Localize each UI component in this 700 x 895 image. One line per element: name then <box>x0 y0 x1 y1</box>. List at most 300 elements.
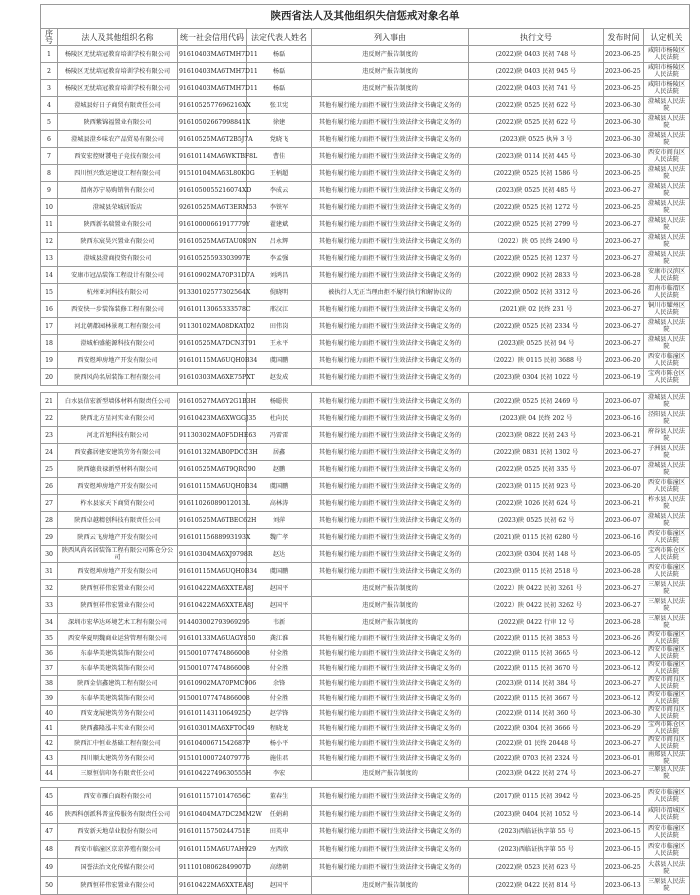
name-cell: 陕西风尚名居装饰工程有限公司陈仓分公司 <box>58 546 178 563</box>
name-cell: 东泰华美建筑装饰有限公司 <box>58 646 178 661</box>
reason-cell: 其他有履行能力而拒不履行生效法律文书确定义务的 <box>312 631 469 646</box>
credit-code-cell: 91610423MA6XWGGJ35 <box>178 410 247 427</box>
legal-rep-cell: 程晓龙 <box>247 721 312 736</box>
doc-number-cell: (2022)陕 0525 民初 2799 号 <box>469 216 604 233</box>
table-row <box>41 250 690 267</box>
doc-number-cell: （2022）陕 0422 民初 3261 号 <box>469 580 604 597</box>
legal-rep-cell: 高绪朝 <box>247 859 312 877</box>
reason-cell: 违反财产报告制度的 <box>312 46 469 63</box>
doc-number-cell: (2022)陕 0525 民初 622 号 <box>469 97 604 114</box>
authority-cell: 安康市汉滨区人民法院 <box>644 267 690 284</box>
credit-code-cell: 91611026089012013L <box>178 495 247 512</box>
name-cell: 西安宏控财饕电子竞技有限公司 <box>58 148 178 165</box>
authority-cell: 子洲县人民法院 <box>644 444 690 461</box>
publish-date-cell: 2023-06-19 <box>604 369 644 386</box>
publish-date-cell: 2023-06-16 <box>604 529 644 546</box>
table-row <box>41 841 690 859</box>
seq-cell: 31 <box>41 563 58 580</box>
authority-cell: 西安市临潼区人民法院 <box>644 478 690 495</box>
authority-cell: 渭南市临渭区人民法院 <box>644 284 690 301</box>
table-row <box>41 706 690 721</box>
table-row <box>41 676 690 691</box>
legal-rep-cell: 虞国鹏 <box>247 478 312 495</box>
credit-code-cell: 91610115MA6UQH0B34 <box>178 563 247 580</box>
legal-rep-cell: 付全胜 <box>247 691 312 706</box>
seq-cell: 27 <box>41 495 58 512</box>
legal-rep-cell: 吕永辉 <box>247 233 312 250</box>
authority-cell: 咸阳市杨陵区人民法院 <box>644 63 690 80</box>
seq-cell: 10 <box>41 199 58 216</box>
name-cell: 西安鑫居建安建筑劳务有限公司 <box>58 444 178 461</box>
seq-cell: 21 <box>41 393 58 410</box>
reason-cell: 其他有履行能力而拒不履行生效法律文书确定义务的 <box>312 805 469 823</box>
reason-cell: 违反财产报告制度的 <box>312 597 469 614</box>
name-cell: 杨陵区无忧培冠教育培训学校有限公司 <box>58 46 178 63</box>
publish-date-cell: 2023-06-30 <box>604 97 644 114</box>
seq-cell: 37 <box>41 661 58 676</box>
name-cell: 陕西科创派科普宣传服务有限责任公司 <box>58 805 178 823</box>
credit-code-cell: 91610113065333578C <box>178 301 247 318</box>
col-header-doc-number: 执行文号 <box>469 29 604 46</box>
seq-cell: 26 <box>41 478 58 495</box>
authority-cell: 西安市临潼区人民法院 <box>644 788 690 806</box>
reason-cell: 其他有履行能力而拒不履行生效法律文书确定义务的 <box>312 512 469 529</box>
doc-number-cell: (2022)陕 0525 民初 2334 号 <box>469 318 604 335</box>
publish-date-cell: 2023-06-27 <box>604 736 644 751</box>
credit-code-cell: 91610525MA6T9QRC90 <box>178 461 247 478</box>
seq-cell: 29 <box>41 529 58 546</box>
legal-rep-cell: 余锋 <box>247 676 312 691</box>
authority-cell: 宝鸡市陈仓区人民法院 <box>644 546 690 563</box>
publish-date-cell: 2023-06-27 <box>604 216 644 233</box>
credit-code-cell: 91610902MA70P31D7A <box>178 267 247 284</box>
reason-cell: 其他有履行能力而拒不履行生效法律文书确定义务的 <box>312 165 469 182</box>
legal-rep-cell: 杜向民 <box>247 410 312 427</box>
credit-code-cell: 915001077474866008 <box>178 691 247 706</box>
authority-cell: 澄城县人民法院 <box>644 393 690 410</box>
table-row <box>41 563 690 580</box>
reason-cell: 其他有履行能力而拒不履行生效法律文书确定义务的 <box>312 182 469 199</box>
credit-code-cell: 91610902MA70PMC906 <box>178 676 247 691</box>
authority-cell: 西安市临潼区人民法院 <box>644 841 690 859</box>
legal-rep-cell: 付全胜 <box>247 661 312 676</box>
name-cell: 陕西鑫隆泓丰实业有限公司 <box>58 721 178 736</box>
credit-code-cell: 91130302MA0F5DHE63 <box>178 427 247 444</box>
name-cell: 陕西新名瑞置业有限公司 <box>58 216 178 233</box>
credit-code-cell: 9161050055216074XD <box>178 182 247 199</box>
publish-date-cell: 2023-06-13 <box>604 876 644 894</box>
doc-number-cell: (2021)陕 02 民终 231 号 <box>469 301 604 318</box>
reason-cell: 其他有履行能力而拒不履行生效法律文书确定义务的 <box>312 461 469 478</box>
publish-date-cell: 2023-06-26 <box>604 631 644 646</box>
legal-rep-cell: 刘萍 <box>247 512 312 529</box>
table-row <box>41 427 690 444</box>
table-row <box>41 335 690 352</box>
doc-number-cell: (2022)陕 0422 行审 12 号 <box>469 614 604 631</box>
seq-cell: 7 <box>41 148 58 165</box>
reason-cell: 其他有履行能力而拒不履行生效法律文书确定义务的 <box>312 706 469 721</box>
legal-rep-cell: 赵国平 <box>247 876 312 894</box>
name-cell: 陕西恒祥伟宏置业有限公司 <box>58 876 178 894</box>
credit-code-cell: 91610502667998841X <box>178 114 247 131</box>
reason-cell: 其他有履行能力而拒不履行生效法律文书确定义务的 <box>312 691 469 706</box>
doc-number-cell: (2022)陕 0525 民初 622 号 <box>469 114 604 131</box>
name-cell: 陕西恒祥伟宏置业有限公司 <box>58 580 178 597</box>
doc-number-cell: (2022)陕 0525 民初 2469 号 <box>469 393 604 410</box>
header-row <box>41 29 690 46</box>
credit-code-cell: 91610115MA6UQH0B34 <box>178 478 247 495</box>
table-row <box>41 46 690 63</box>
doc-number-cell: (2023)陕 04 民终 202 号 <box>469 410 604 427</box>
authority-cell: 澄城县人民法院 <box>644 216 690 233</box>
doc-number-cell: (2023)陕 0404 民初 1052 号 <box>469 805 604 823</box>
legal-rep-cell: 杨小平 <box>247 736 312 751</box>
authority-cell: 三原县人民法院 <box>644 580 690 597</box>
seq-cell: 24 <box>41 444 58 461</box>
seq-cell: 47 <box>41 823 58 841</box>
seq-cell: 13 <box>41 250 58 267</box>
table-row <box>41 165 690 182</box>
reason-cell: 其他有履行能力而拒不履行生效法律文书确定义务的 <box>312 369 469 386</box>
publish-date-cell: 2023-06-07 <box>604 393 644 410</box>
seq-cell: 42 <box>41 736 58 751</box>
document-title: 陕西省法人及其他组织失信惩戒对象名单 <box>41 5 690 29</box>
name-cell: 陕西北方星河实业有限公司 <box>58 410 178 427</box>
doc-number-cell: (2023)陕 0525 民初 485 号 <box>469 182 604 199</box>
doc-number-cell: (2022)陕 0525 民初 1272 号 <box>469 199 604 216</box>
table-row <box>41 580 690 597</box>
authority-cell: 西安市阎良区人民法院 <box>644 706 690 721</box>
legal-rep-cell: 赵学锋 <box>247 706 312 721</box>
table-row <box>41 410 690 427</box>
seq-cell: 46 <box>41 805 58 823</box>
name-cell: 澄城县好日子商贸有限责任公司 <box>58 97 178 114</box>
credit-code-cell: 915001077474866008 <box>178 661 247 676</box>
seq-cell: 35 <box>41 631 58 646</box>
legal-rep-cell: 李成云 <box>247 182 312 199</box>
table-row <box>41 495 690 512</box>
doc-number-cell: (2022)陕 0115 民初 3667 号 <box>469 691 604 706</box>
credit-code-cell: 914403002793969295 <box>178 614 247 631</box>
name-cell: 河北首旭科技有限公司 <box>58 427 178 444</box>
publish-date-cell: 2023-06-27 <box>604 182 644 199</box>
reason-cell: 其他有履行能力而拒不履行生效法律文书确定义务的 <box>312 393 469 410</box>
seq-cell: 38 <box>41 676 58 691</box>
doc-number-cell: (2022)陕 0525 民初 335 号 <box>469 461 604 478</box>
authority-cell: 三原县人民法院 <box>644 597 690 614</box>
name-cell: 国誉法治文化传媒有限公司 <box>58 859 178 877</box>
credit-code-cell: 91610115MA6U7AH929 <box>178 841 247 859</box>
credit-code-cell: 91610527MA6Y2G1B3H <box>178 393 247 410</box>
col-header-seq: 序号 <box>41 29 58 46</box>
page-break <box>41 386 690 393</box>
authority-cell: 咸阳市杨陵区人民法院 <box>644 80 690 97</box>
credit-code-cell: 91610525MA6TAU0K9N <box>178 233 247 250</box>
publish-date-cell: 2023-06-27 <box>604 335 644 352</box>
table-row <box>41 318 690 335</box>
doc-number-cell: (2023)陕 0115 民初 923 号 <box>469 478 604 495</box>
doc-number-cell: (2022)陕 0502 民初 3312 号 <box>469 284 604 301</box>
credit-code-cell: 91610403MA6TMH7D11 <box>178 80 247 97</box>
table-row <box>41 199 690 216</box>
reason-cell: 其他有履行能力而拒不履行生效法律文书确定义务的 <box>312 646 469 661</box>
name-cell: 陕西金信鑫建筑工程有限公司 <box>58 676 178 691</box>
reason-cell: 其他有履行能力而拒不履行生效法律文书确定义务的 <box>312 131 469 148</box>
col-header-name: 法人及其他组织名称 <box>58 29 178 46</box>
credit-code-cell: 91610303MA6XE75PXT <box>178 369 247 386</box>
credit-code-cell: 91110108062849907D <box>178 859 247 877</box>
doc-number-cell: (2022)陕 0115 民初 3665 号 <box>469 646 604 661</box>
publish-date-cell: 2023-06-30 <box>604 131 644 148</box>
seq-cell: 11 <box>41 216 58 233</box>
name-cell: 陕西东宸昊兴置业有限公司 <box>58 233 178 250</box>
legal-rep-cell: 田英申 <box>247 823 312 841</box>
authority-cell: 澄城县人民法院 <box>644 199 690 216</box>
reason-cell: 其他有履行能力而拒不履行生效法律文书确定义务的 <box>312 250 469 267</box>
seq-cell: 22 <box>41 410 58 427</box>
table-row <box>41 393 690 410</box>
seq-cell: 44 <box>41 766 58 781</box>
seq-cell: 4 <box>41 97 58 114</box>
reason-cell: 其他有履行能力而拒不履行生效法律文书确定义务的 <box>312 721 469 736</box>
doc-number-cell: (2022)陕 0403 民初 741 号 <box>469 80 604 97</box>
name-cell: 安康市冠品装饰工程设计有限公司 <box>58 267 178 284</box>
table-row <box>41 369 690 386</box>
reason-cell: 其他有履行能力而拒不履行生效法律文书确定义务的 <box>312 661 469 676</box>
seq-cell: 25 <box>41 461 58 478</box>
legal-rep-cell: 冯雷雷 <box>247 427 312 444</box>
doc-number-cell: (2023)陕 0525 民初 62 号 <box>469 512 604 529</box>
name-cell: 陕西风尚名居装饰工程有限公司 <box>58 369 178 386</box>
name-cell: 陕西云飞房地产开发有限公司 <box>58 529 178 546</box>
table-row <box>41 859 690 877</box>
publish-date-cell: 2023-06-27 <box>604 233 644 250</box>
legal-rep-cell: 赵国平 <box>247 580 312 597</box>
reason-cell: 其他有履行能力而拒不履行生效法律文书确定义务的 <box>312 478 469 495</box>
legal-rep-cell: 刘鸿昌 <box>247 267 312 284</box>
table-row <box>41 736 690 751</box>
table-row <box>41 823 690 841</box>
publish-date-cell: 2023-06-07 <box>604 512 644 529</box>
table-row <box>41 788 690 806</box>
legal-rep-cell: 董春生 <box>247 788 312 806</box>
table-row <box>41 597 690 614</box>
authority-cell: 西安市临潼区人民法院 <box>644 646 690 661</box>
reason-cell: 其他有履行能力而拒不履行生效法律文书确定义务的 <box>312 529 469 546</box>
publish-date-cell: 2023-06-14 <box>604 805 644 823</box>
reason-cell: 其他有履行能力而拒不履行生效法律文书确定义务的 <box>312 318 469 335</box>
legal-rep-cell: 居鑫 <box>247 444 312 461</box>
credit-code-cell: 91610525MA6T2B5J7A <box>178 131 247 148</box>
seq-cell: 16 <box>41 301 58 318</box>
publish-date-cell: 2023-06-30 <box>604 706 644 721</box>
credit-code-cell: 91610404MA7DC2MM2W <box>178 805 247 823</box>
doc-number-cell: (2022)陕 0114 民初 360 号 <box>469 706 604 721</box>
seq-cell: 50 <box>41 876 58 894</box>
publish-date-cell: 2023-06-25 <box>604 788 644 806</box>
name-cell: 陕西紫锦福置业有限公司 <box>58 114 178 131</box>
legal-rep-cell: 李宏 <box>247 766 312 781</box>
reason-cell: 其他有履行能力而拒不履行生效法律文书确定义务的 <box>312 410 469 427</box>
table-row <box>41 529 690 546</box>
legal-rep-cell: 虞国鹏 <box>247 563 312 580</box>
seq-cell: 48 <box>41 841 58 859</box>
reason-cell: 违反财产报告制度的 <box>312 876 469 894</box>
publish-date-cell: 2023-06-27 <box>604 250 644 267</box>
name-cell: 河北朝都园林景观工程有限公司 <box>58 318 178 335</box>
name-cell: 澄城柏盛能源科技有限公司 <box>58 335 178 352</box>
legal-rep-cell: 付全胜 <box>247 646 312 661</box>
authority-cell: 澄城县人民法院 <box>644 114 690 131</box>
doc-number-cell: (2022)陕 0523 民初 623 号 <box>469 859 604 877</box>
publish-date-cell: 2023-06-01 <box>604 751 644 766</box>
legal-rep-cell: 王柄超 <box>247 165 312 182</box>
name-cell: 四川恒兴致运建设工程有限公司 <box>58 165 178 182</box>
table-row <box>41 267 690 284</box>
legal-rep-cell: 赵国平 <box>247 597 312 614</box>
reason-cell: 其他有履行能力而拒不履行生效法律文书确定义务的 <box>312 841 469 859</box>
authority-cell: 西安市临潼区人民法院 <box>644 661 690 676</box>
page-break-spacer <box>41 386 690 393</box>
seq-cell: 34 <box>41 614 58 631</box>
credit-code-cell: 91610525593303997E <box>178 250 247 267</box>
table-row <box>41 646 690 661</box>
authority-cell: 澄城县人民法院 <box>644 318 690 335</box>
doc-number-cell: (2023)陕 0525 民初 94 号 <box>469 335 604 352</box>
credit-code-cell: 91510104MA63L80K0G <box>178 165 247 182</box>
publish-date-cell: 2023-06-05 <box>604 546 644 563</box>
name-cell: 杨陵区无忧培冠教育培训学校有限公司 <box>58 63 178 80</box>
publish-date-cell: 2023-06-30 <box>604 114 644 131</box>
reason-cell: 其他有履行能力而拒不履行生效法律文书确定义务的 <box>312 114 469 131</box>
table-row <box>41 766 690 781</box>
authority-cell: 澄城县人民法院 <box>644 233 690 250</box>
legal-rep-cell: 曹佳 <box>247 148 312 165</box>
name-cell: 澄城县荣城居饭店 <box>58 199 178 216</box>
name-cell: 杨陵区无忧培冠教育培训学校有限公司 <box>58 80 178 97</box>
legal-rep-cell: 徐建 <box>247 114 312 131</box>
table-row <box>41 114 690 131</box>
seq-cell: 33 <box>41 597 58 614</box>
authority-cell: 澄城县人民法院 <box>644 131 690 148</box>
doc-number-cell: (2022)陕 0115 民初 3853 号 <box>469 631 604 646</box>
table-row <box>41 751 690 766</box>
col-header-reason: 列入事由 <box>312 29 469 46</box>
legal-rep-cell: 施佳君 <box>247 751 312 766</box>
legal-rep-cell: 赵鹏 <box>247 461 312 478</box>
table-row <box>41 444 690 461</box>
publish-date-cell: 2023-06-27 <box>604 676 644 691</box>
reason-cell: 其他有履行能力而拒不履行生效法律文书确定义务的 <box>312 788 469 806</box>
seq-cell: 17 <box>41 318 58 335</box>
reason-cell: 其他有履行能力而拒不履行生效法律文书确定义务的 <box>312 444 469 461</box>
name-cell: 陕西恒祥伟宏置业有限公司 <box>58 597 178 614</box>
table-row <box>41 233 690 250</box>
credit-code-cell: 91610422MA6XXTEA8J <box>178 580 247 597</box>
authority-cell: 三原县人民法院 <box>644 876 690 894</box>
credit-code-cell: 91610115710147656C <box>178 788 247 806</box>
legal-rep-cell: 魏广孝 <box>247 529 312 546</box>
col-header-credit-code: 统一社会信用代码 <box>178 29 247 46</box>
name-cell: 西安龙展建筑劳务有限公司 <box>58 706 178 721</box>
reason-cell: 其他有履行能力而拒不履行生效法律文书确定义务的 <box>312 301 469 318</box>
reason-cell: 其他有履行能力而拒不履行生效法律文书确定义务的 <box>312 859 469 877</box>
credit-code-cell: 91610525MA6TBEC62H <box>178 512 247 529</box>
name-cell: 东泰华美建筑装饰有限公司 <box>58 661 178 676</box>
credit-code-cell: 91610115MA6UQH0B34 <box>178 352 247 369</box>
legal-rep-cell: 李铁军 <box>247 199 312 216</box>
publish-date-cell: 2023-06-25 <box>604 80 644 97</box>
seq-cell: 23 <box>41 427 58 444</box>
reason-cell: 其他有履行能力而拒不履行生效法律文书确定义务的 <box>312 352 469 369</box>
legal-rep-cell: 任娟莉 <box>247 805 312 823</box>
seq-cell: 6 <box>41 131 58 148</box>
name-cell: 柞水县家天下商贸有限公司 <box>58 495 178 512</box>
publish-date-cell: 2023-06-27 <box>604 444 644 461</box>
credit-code-cell: 91610115750244751E <box>178 823 247 841</box>
name-cell: 西安华夏明魏商业运营管理有限公司 <box>58 631 178 646</box>
name-cell: 西安市雁白面粉有限公司 <box>58 788 178 806</box>
name-cell: 三原恒信印务有限责任公司 <box>58 766 178 781</box>
publish-date-cell: 2023-06-25 <box>604 46 644 63</box>
doc-number-cell: （2022）陕 05 民终 2490 号 <box>469 233 604 250</box>
reason-cell: 其他有履行能力而拒不履行生效法律文书确定义务的 <box>312 751 469 766</box>
legal-rep-cell: 赵达 <box>247 546 312 563</box>
authority-cell: 澄城县人民法院 <box>644 461 690 478</box>
authority-cell: 西安市临潼区人民法院 <box>644 352 690 369</box>
table-row <box>41 63 690 80</box>
authority-cell: 南郑县人民法院 <box>644 751 690 766</box>
credit-code-cell: 91610422MA6XXTEA8J <box>178 876 247 894</box>
publish-date-cell: 2023-06-20 <box>604 478 644 495</box>
doc-number-cell: (2023)陕 0304 民初 148 号 <box>469 546 604 563</box>
legal-rep-cell: 王永平 <box>247 335 312 352</box>
seq-cell: 36 <box>41 646 58 661</box>
publish-date-cell: 2023-06-30 <box>604 148 644 165</box>
seq-cell: 3 <box>41 80 58 97</box>
name-cell: 四川顺太建筑劳务有限公司 <box>58 751 178 766</box>
credit-code-cell: 91610304MA6XJ9798R <box>178 546 247 563</box>
name-cell: 澄城县澄乡味农产品贸易有限公司 <box>58 131 178 148</box>
credit-code-cell: 91610133MA6UAGY850 <box>178 631 247 646</box>
publish-date-cell: 2023-06-28 <box>604 563 644 580</box>
table-row <box>41 661 690 676</box>
reason-cell: 其他有履行能力而拒不履行生效法律文书确定义务的 <box>312 148 469 165</box>
table-row <box>41 631 690 646</box>
authority-cell: 宝鸡市陈仓区人民法院 <box>644 369 690 386</box>
table-row <box>41 182 690 199</box>
credit-code-cell: 91610525MA7DCN3T91 <box>178 335 247 352</box>
table-row <box>41 301 690 318</box>
authority-cell: 三原县人民法院 <box>644 766 690 781</box>
reason-cell: 其他有履行能力而拒不履行生效法律文书确定义务的 <box>312 427 469 444</box>
legal-rep-cell: 赵发成 <box>247 369 312 386</box>
credit-code-cell: 91610114MA6WKTBF8L <box>178 148 247 165</box>
name-cell: 杭州亚河科技有限公司 <box>58 284 178 301</box>
publish-date-cell: 2023-06-27 <box>604 580 644 597</box>
legal-rep-cell: 翟建斌 <box>247 216 312 233</box>
credit-code-cell: 91610400671542687P <box>178 736 247 751</box>
name-cell: 陕西德贵禄新型材料有限公司 <box>58 461 178 478</box>
table-row <box>41 876 690 894</box>
name-cell: 澄城县澄商投资有限公司 <box>58 250 178 267</box>
publish-date-cell: 2023-06-21 <box>604 427 644 444</box>
publish-date-cell: 2023-06-28 <box>604 614 644 631</box>
publish-date-cell: 2023-06-26 <box>604 284 644 301</box>
legal-rep-cell: 杨磊 <box>247 63 312 80</box>
publish-date-cell: 2023-06-15 <box>604 823 644 841</box>
credit-code-cell: 91610403MA6TMH7D11 <box>178 63 247 80</box>
